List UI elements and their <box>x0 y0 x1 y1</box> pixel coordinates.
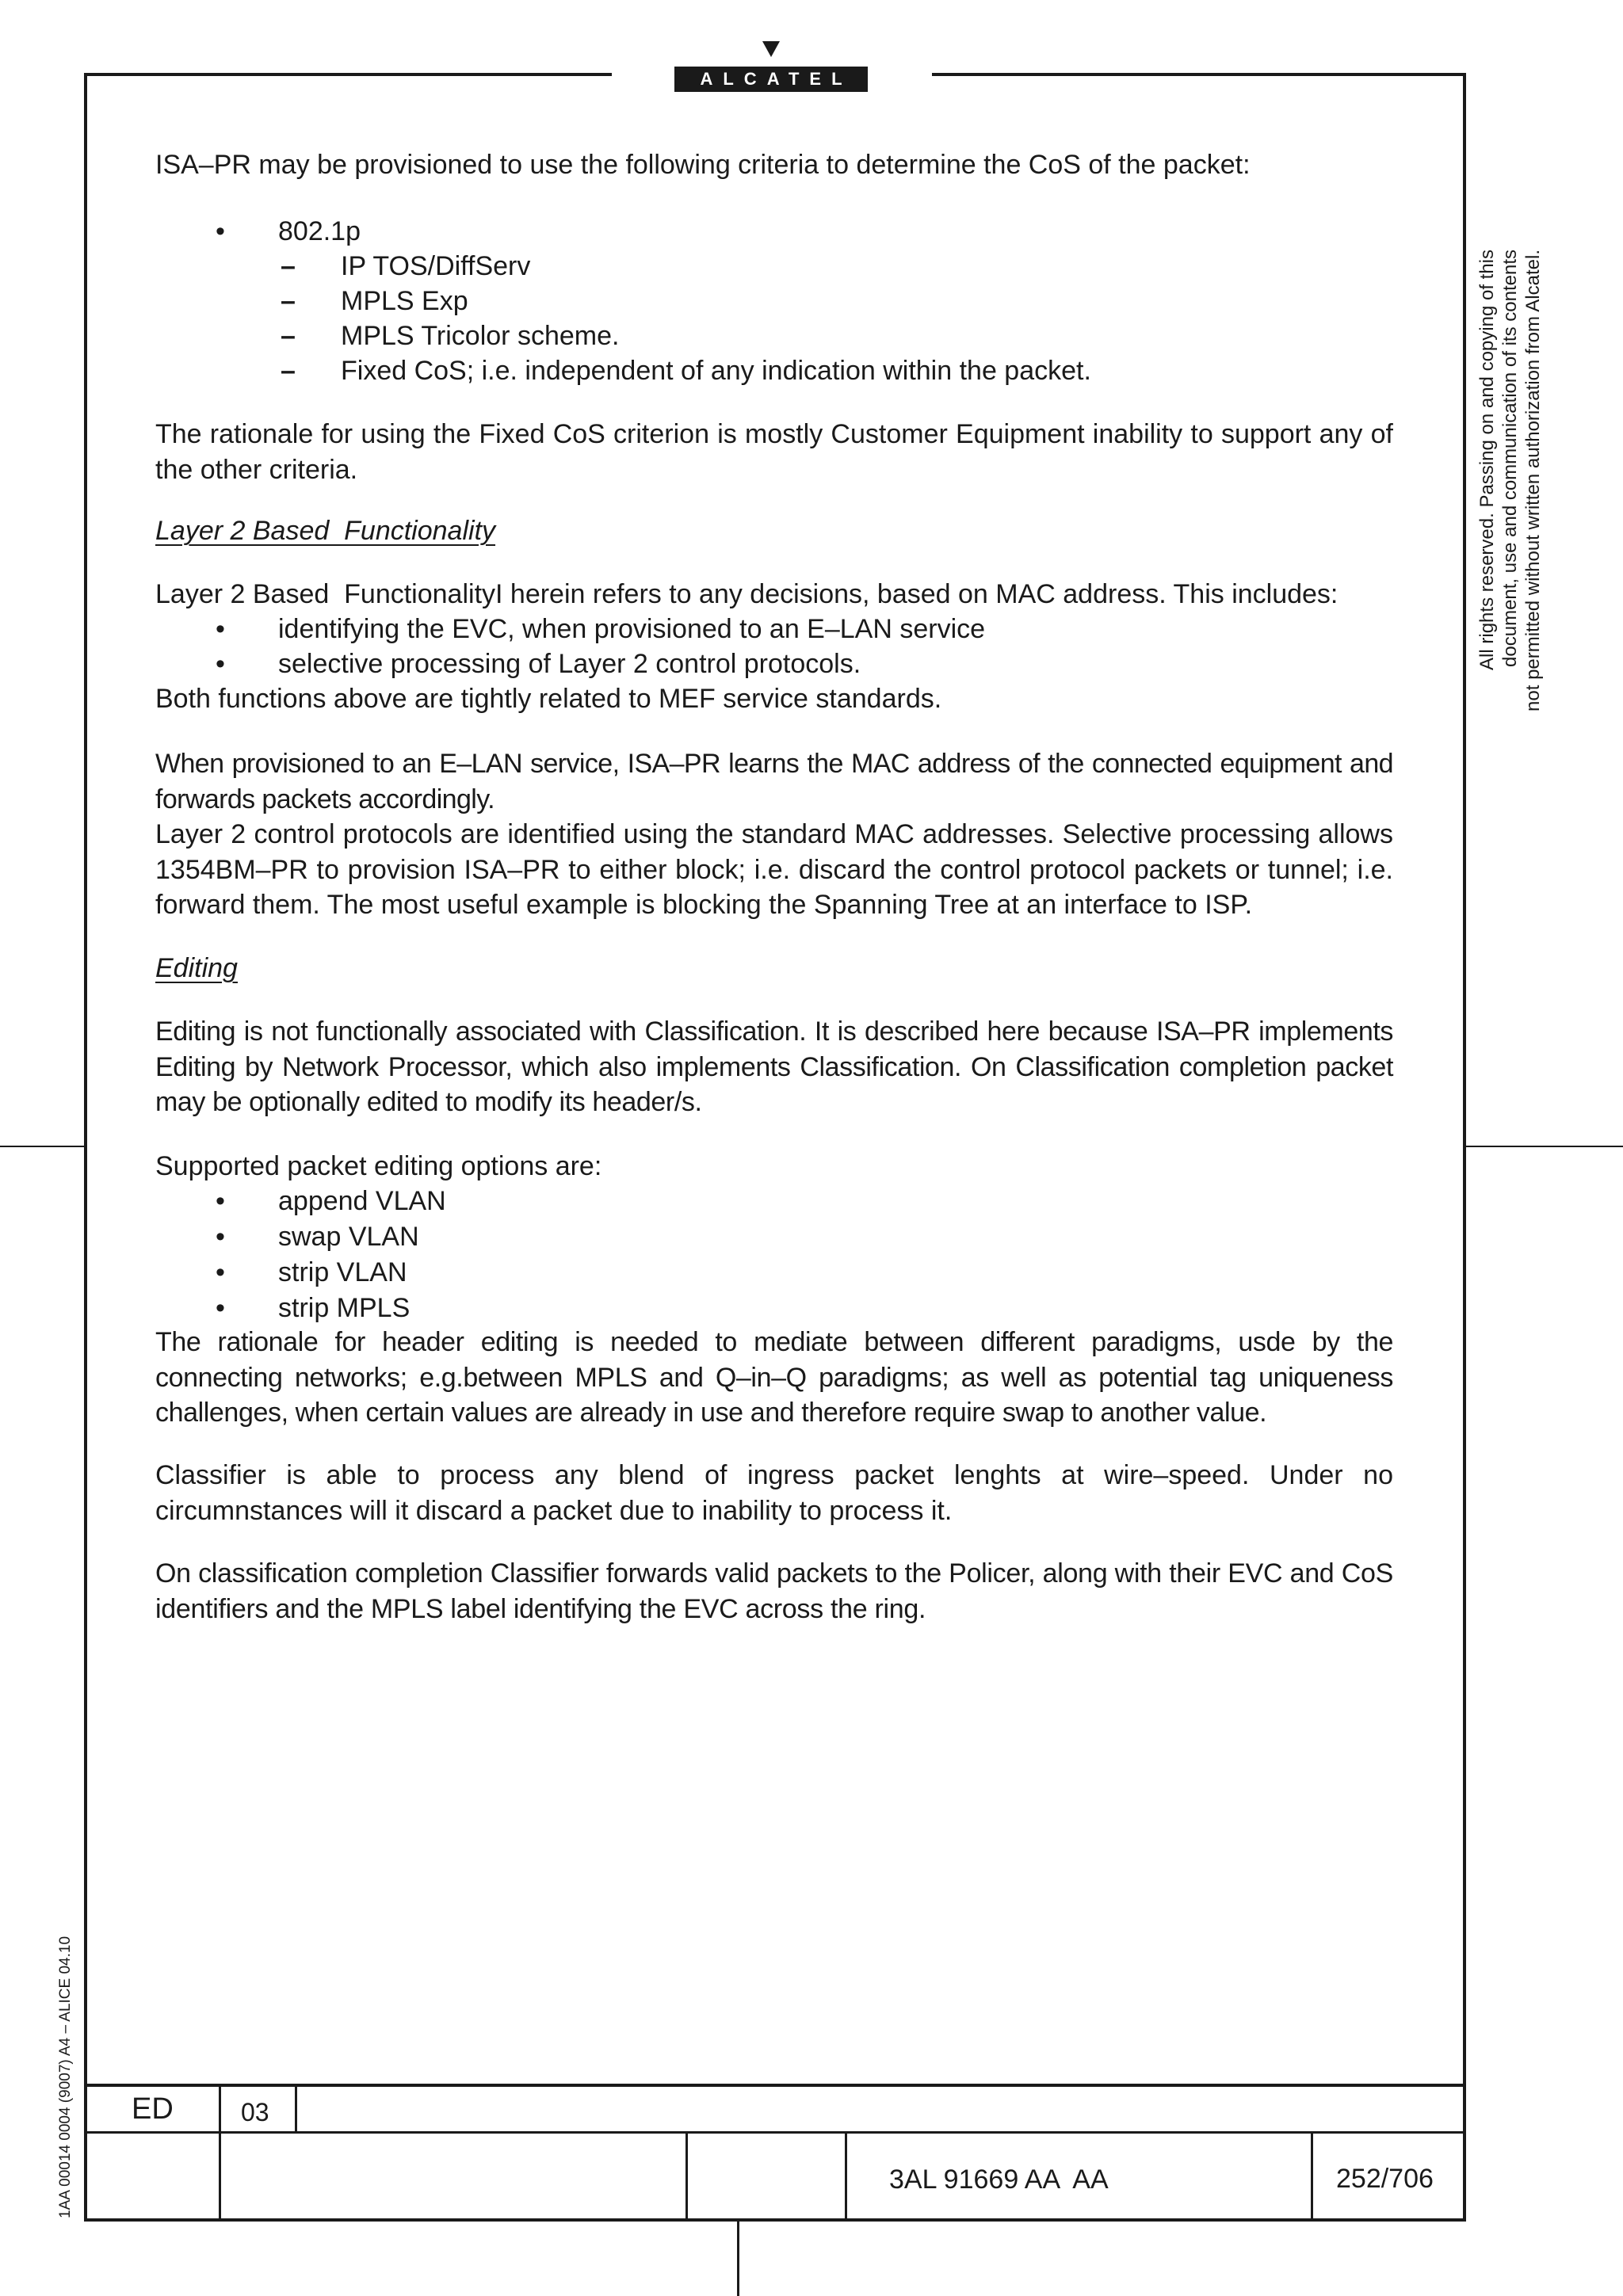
editing-bullet-item: strip MPLS <box>278 1293 411 1323</box>
copyright-line: not permitted without written authorization from Alcatel. <box>1522 250 1544 711</box>
alcatel-logo: ALCATEL <box>674 67 868 92</box>
footer-divider <box>845 2131 847 2220</box>
layer2-intro-paragraph: Layer 2 Based FunctionalityI herein refers to any decisions, based on MAC address. This includes: <box>155 579 1338 609</box>
bottom-tick <box>737 2220 739 2296</box>
intro-paragraph: ISA–PR may be provisioned to use the following criteria to determine the CoS of the packet: <box>155 150 1251 180</box>
editing-rationale-paragraph: The rationale for header editing is needed to mediate between different paradigms, usde by the connecting networks; e.g.between MPLS and Q–in–Q paradigms; as well as potential tag uniqueness challenges, when certain values are already in use and therefore require swap to another value. <box>155 1327 1393 1428</box>
frame-bottom <box>84 2218 1466 2222</box>
criteria-dash-item: IP TOS/DiffServ <box>341 251 531 281</box>
bullet-icon: • <box>216 1293 225 1323</box>
criteria-dash-item: Fixed CoS; i.e. independent of any indication within the packet. <box>341 356 1091 386</box>
footer-divider <box>1311 2131 1313 2220</box>
footer-divider <box>685 2131 688 2220</box>
bullet-icon: • <box>216 216 225 246</box>
fold-mark-left <box>0 1146 84 1147</box>
dash-icon: – <box>281 321 296 351</box>
bullet-icon: • <box>216 1222 225 1252</box>
criteria-dash-item: MPLS Tricolor scheme. <box>341 321 620 351</box>
editing-bullet-item: swap VLAN <box>278 1222 419 1252</box>
footer-ed-value: 03 <box>241 2098 269 2126</box>
control-protocols-paragraph: Layer 2 control protocols are identified using the standard MAC addresses. Selective processing allows 1354BM–PR to provision ISA–PR to either block; i.e. discard the control protocol packets or tunnel; i.e. forward them. The most useful example is blocking the Spanning Tree at an interface to ISP. <box>155 819 1393 920</box>
criteria-bullet: 802.1p <box>278 216 361 246</box>
heading-layer2: Layer 2 Based Functionality <box>155 516 496 546</box>
copyright-notice <box>1476 250 1545 804</box>
layer2-bullet-item: identifying the EVC, when provisioned to an E–LAN service <box>278 614 986 644</box>
bullet-icon: • <box>216 649 225 679</box>
editing-bullet-item: append VLAN <box>278 1186 446 1216</box>
footer-divider <box>219 2084 221 2220</box>
copyright-line: document, use and communication of its contents <box>1499 250 1521 667</box>
heading-editing: Editing <box>155 953 238 983</box>
editing-paragraph: Editing is not functionally associated with Classification. It is described here because ISA–PR implements Editing by Network Processor, which also implements Classification. On Classification completion packet may be optionally edited to modify its header/s. <box>155 1016 1393 1117</box>
elan-paragraph: When provisioned to an E–LAN service, ISA–PR learns the MAC address of the connected equipment and forwards packets accordingly. <box>155 749 1393 814</box>
editing-intro: Supported packet editing options are: <box>155 1151 602 1181</box>
dash-icon: – <box>281 356 296 386</box>
classifier-paragraph: Classifier is able to process any blend of ingress packet lenghts at wire–speed. Under no circumnstances will it discard a packet due to inability to process it. <box>155 1460 1393 1526</box>
frame-top-left <box>84 73 612 76</box>
rationale-fixed-paragraph: The rationale for using the Fixed CoS criterion is mostly Customer Equipment inability to support any of the other criteria. <box>155 419 1393 485</box>
footer-top-line <box>84 2084 1466 2087</box>
frame-left <box>84 73 87 2222</box>
dash-icon: – <box>281 286 296 316</box>
logo-triangle-icon <box>762 41 780 57</box>
fold-mark-right <box>1466 1146 1623 1147</box>
layer2-bullet-item: selective processing of Layer 2 control protocols. <box>278 649 861 679</box>
completion-paragraph: On classification completion Classifier forwards valid packets to the Policer, along with their EVC and CoS identifiers and the MPLS label identifying the EVC across the ring. <box>155 1558 1393 1624</box>
form-code: 1AA 00014 0004 (9007) A4 – ALICE 04.10 <box>57 1936 74 2218</box>
bullet-icon: • <box>216 1186 225 1216</box>
editing-bullet-item: strip VLAN <box>278 1257 407 1287</box>
dash-icon: – <box>281 251 296 281</box>
footer-mid-line <box>84 2131 1466 2134</box>
bullet-icon: • <box>216 1257 225 1287</box>
frame-right <box>1463 73 1466 2222</box>
copyright-line: All rights reserved. Passing on and copying of this <box>1476 250 1498 670</box>
frame-top-right <box>932 73 1466 76</box>
criteria-dash-item: MPLS Exp <box>341 286 468 316</box>
bullet-icon: • <box>216 614 225 644</box>
footer-divider <box>295 2084 297 2133</box>
footer-page-number: 252/706 <box>1336 2164 1434 2194</box>
footer-doc-number: 3AL 91669 AA AA <box>889 2164 1109 2195</box>
layer2-tail: Both functions above are tightly related to MEF service standards. <box>155 684 942 714</box>
footer-ed-label: ED <box>132 2092 174 2126</box>
